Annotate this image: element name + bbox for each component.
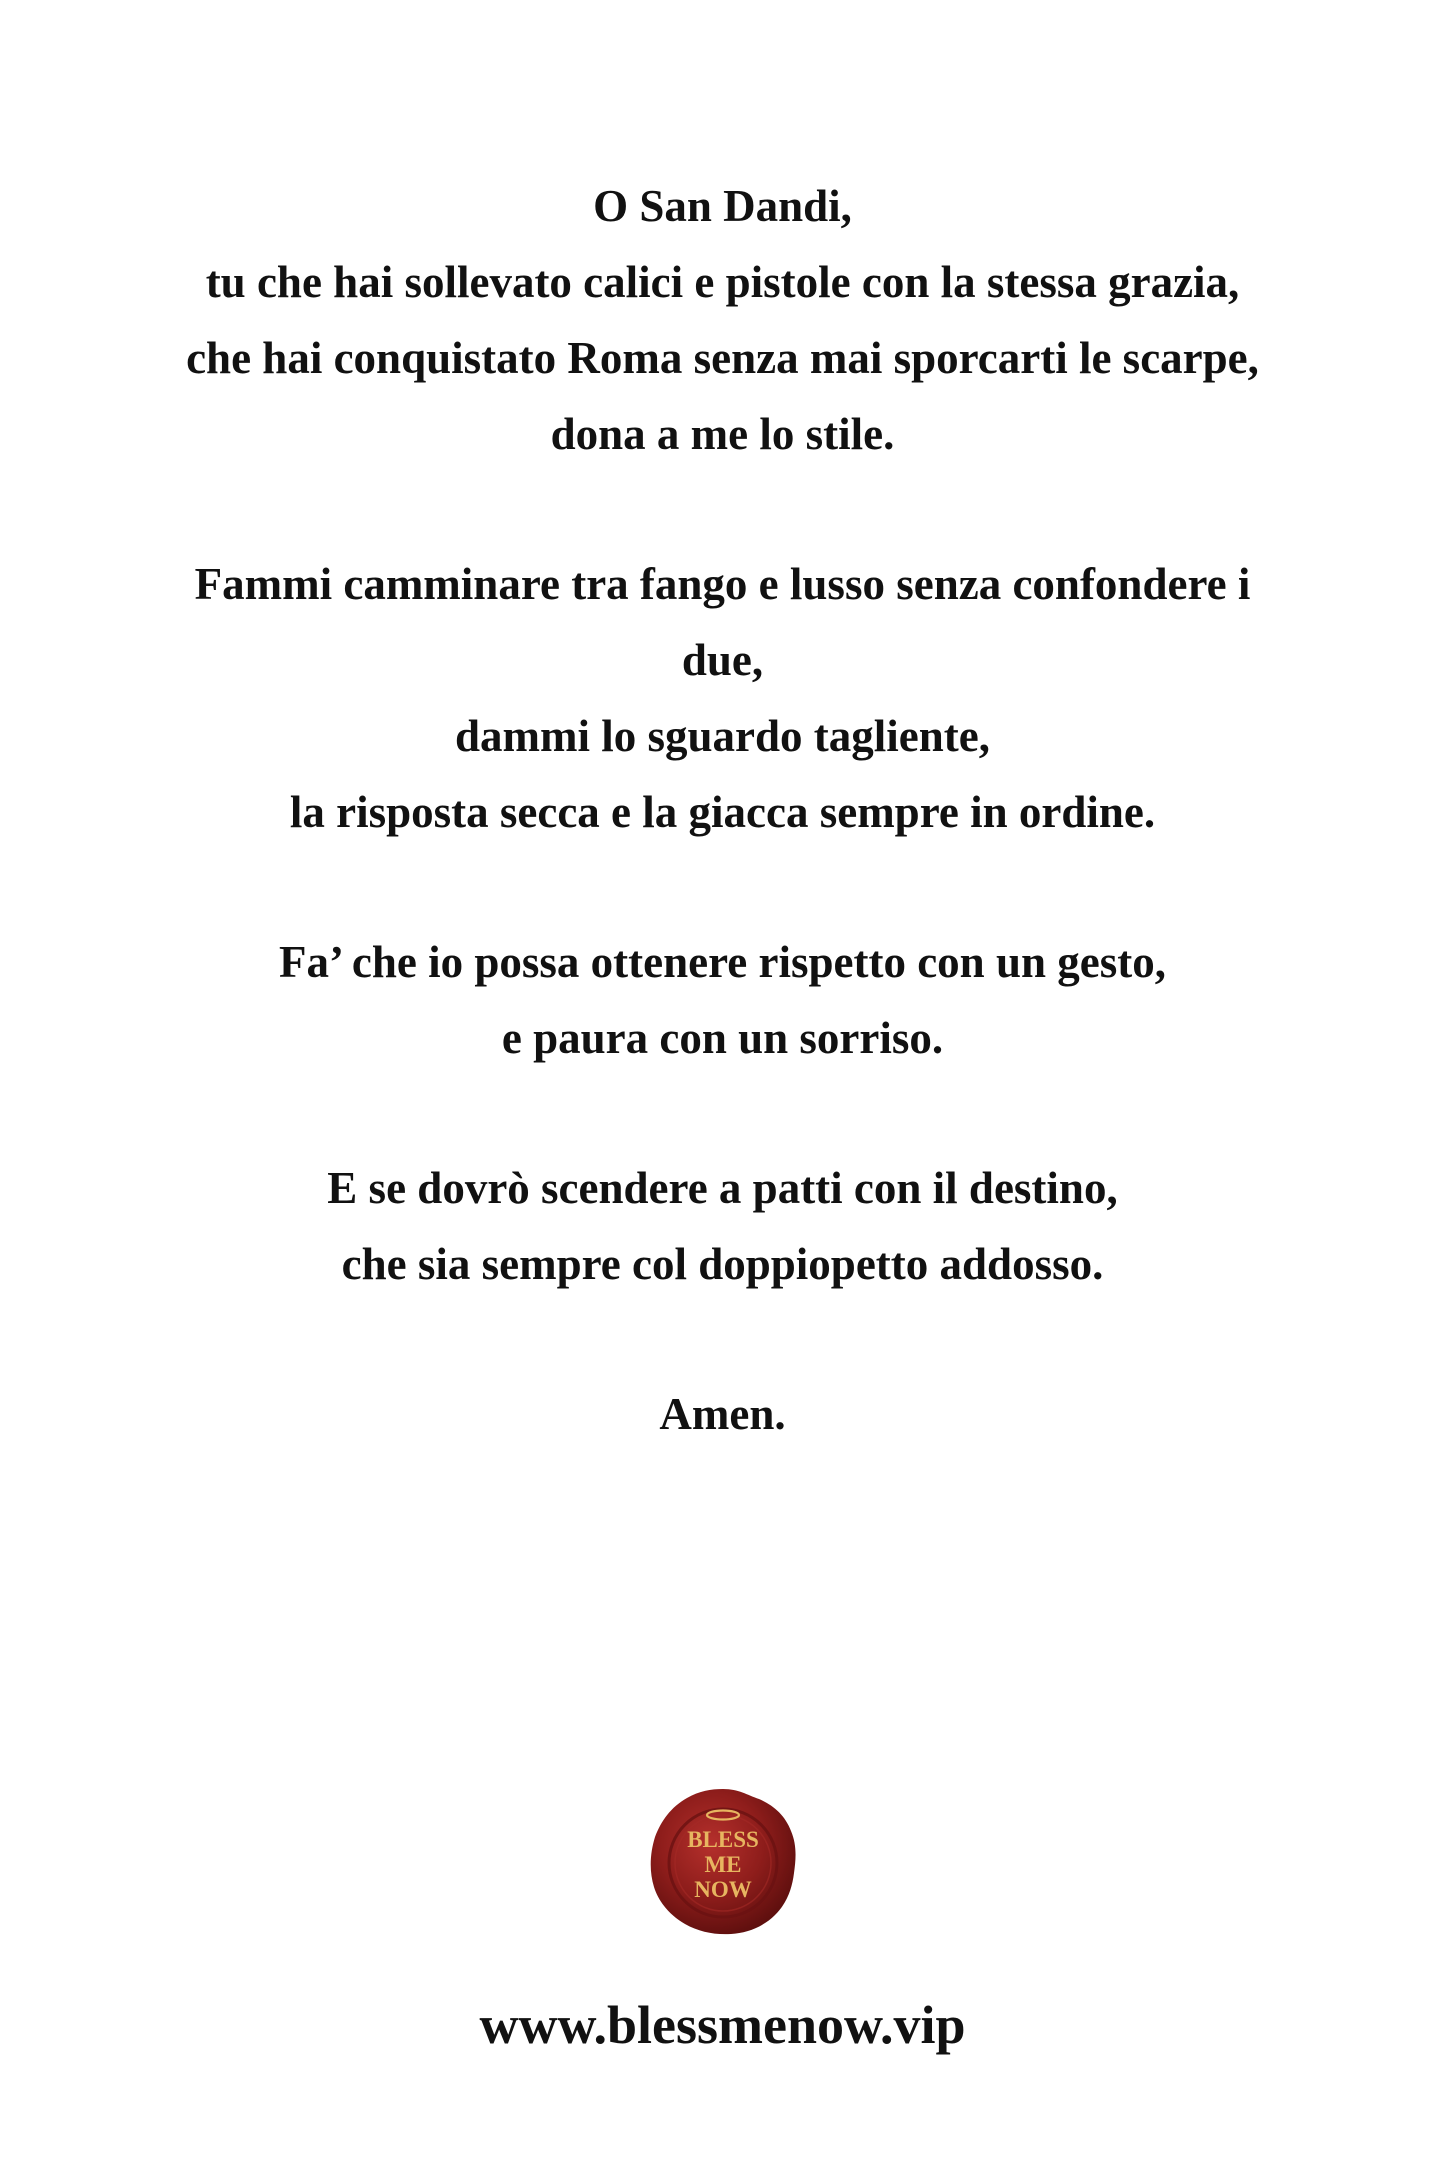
- stanza-3: [0, 924, 1445, 1076]
- prayer-line: dammi lo sguardo tagliente,: [455, 711, 990, 761]
- wax-seal-icon: [647, 1785, 799, 1937]
- prayer-line: E se dovrò scendere a patti con il destino,: [327, 1163, 1118, 1213]
- seal-text-line: NOW: [694, 1877, 752, 1902]
- prayer-line: due,: [681, 635, 764, 685]
- prayer-line: O San Dandi,: [593, 181, 852, 231]
- prayer-line: e paura con un sorriso.: [501, 1013, 944, 1063]
- seal-text-line: ME: [704, 1852, 742, 1877]
- prayer-line: dona a me lo stile.: [550, 409, 895, 459]
- stanza-4: [0, 1150, 1445, 1302]
- prayer-line: la risposta secca e la giacca sempre in ordine.: [289, 787, 1156, 837]
- website-link[interactable]: www.blessmenow.vip: [479, 1995, 966, 2055]
- prayer-line: Fa’ che io possa ottenere rispetto con un gesto,: [279, 937, 1166, 987]
- stanza-2: [0, 546, 1445, 850]
- stanza-amen: [0, 1376, 1445, 1452]
- seal-text-line: BLESS: [687, 1827, 759, 1852]
- stanza-1: [0, 168, 1445, 472]
- prayer-line-amen: Amen.: [659, 1389, 786, 1439]
- prayer-line: Fammi camminare tra fango e lusso senza confondere i: [194, 559, 1251, 609]
- prayer-line: tu che hai sollevato calici e pistole con la stessa grazia,: [205, 257, 1240, 307]
- prayer-line: che hai conquistato Roma senza mai sporcarti le scarpe,: [186, 333, 1259, 383]
- prayer-line: che sia sempre col doppiopetto addosso.: [341, 1239, 1104, 1289]
- prayer-text: [0, 168, 1445, 1526]
